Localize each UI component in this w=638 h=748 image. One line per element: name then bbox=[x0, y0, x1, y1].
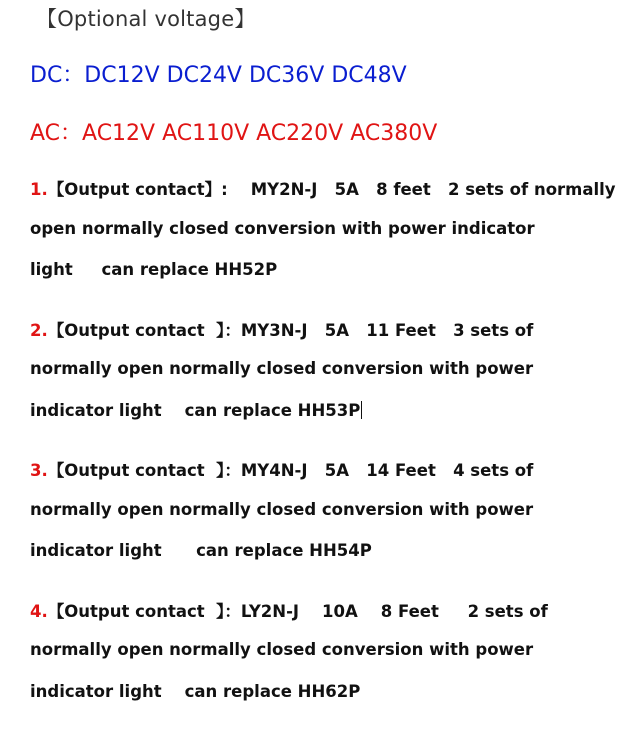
contact-3-text-1: 【Output contact 】：MY4N-J 5A 14 Feet 4 sets of bbox=[47, 461, 534, 480]
contact-3-line-2: normally open normally closed conversion with power bbox=[30, 500, 534, 519]
contact-1-text-1: 【Output contact】: MY2N-J 5A 8 feet 2 sets of normally bbox=[47, 180, 616, 199]
text-cursor bbox=[361, 401, 362, 419]
contact-2-line-2: normally open normally closed conversion with power bbox=[30, 359, 534, 378]
contact-4-number: 4. bbox=[30, 602, 48, 621]
contact-2-line-3 bbox=[30, 401, 362, 420]
optional-voltage-heading: 【Optional voltage】 bbox=[36, 7, 256, 31]
ac-voltage-options: AC：AC12V AC110V AC220V AC380V bbox=[30, 121, 438, 146]
contact-4-line-1 bbox=[30, 598, 548, 622]
contact-4-text-1: 【Output contact 】：LY2N-J 10A 8 Feet 2 sets of bbox=[47, 602, 548, 621]
contact-1-line-2: open normally closed conversion with power indicator bbox=[30, 219, 535, 238]
contact-2-text-1: 【Output contact 】：MY3N-J 5A 11 Feet 3 sets of bbox=[47, 321, 534, 340]
contact-2-line-1 bbox=[30, 317, 533, 341]
contact-3-line-1 bbox=[30, 457, 533, 481]
contact-3-line-3: indicator light can replace HH54P bbox=[30, 541, 372, 560]
contact-2-text-3: indicator light can replace HH53P bbox=[30, 401, 361, 420]
dc-voltage-options: DC：DC12V DC24V DC36V DC48V bbox=[30, 63, 407, 88]
contact-2-number: 2. bbox=[30, 321, 48, 340]
contact-1-number: 1. bbox=[30, 180, 48, 199]
contact-1-line-3: light can replace HH52P bbox=[30, 260, 278, 279]
contact-1-line-1 bbox=[30, 176, 616, 200]
contact-4-line-2: normally open normally closed conversion with power bbox=[30, 640, 534, 659]
contact-3-number: 3. bbox=[30, 461, 48, 480]
contact-4-line-3: indicator light can replace HH62P bbox=[30, 682, 361, 701]
